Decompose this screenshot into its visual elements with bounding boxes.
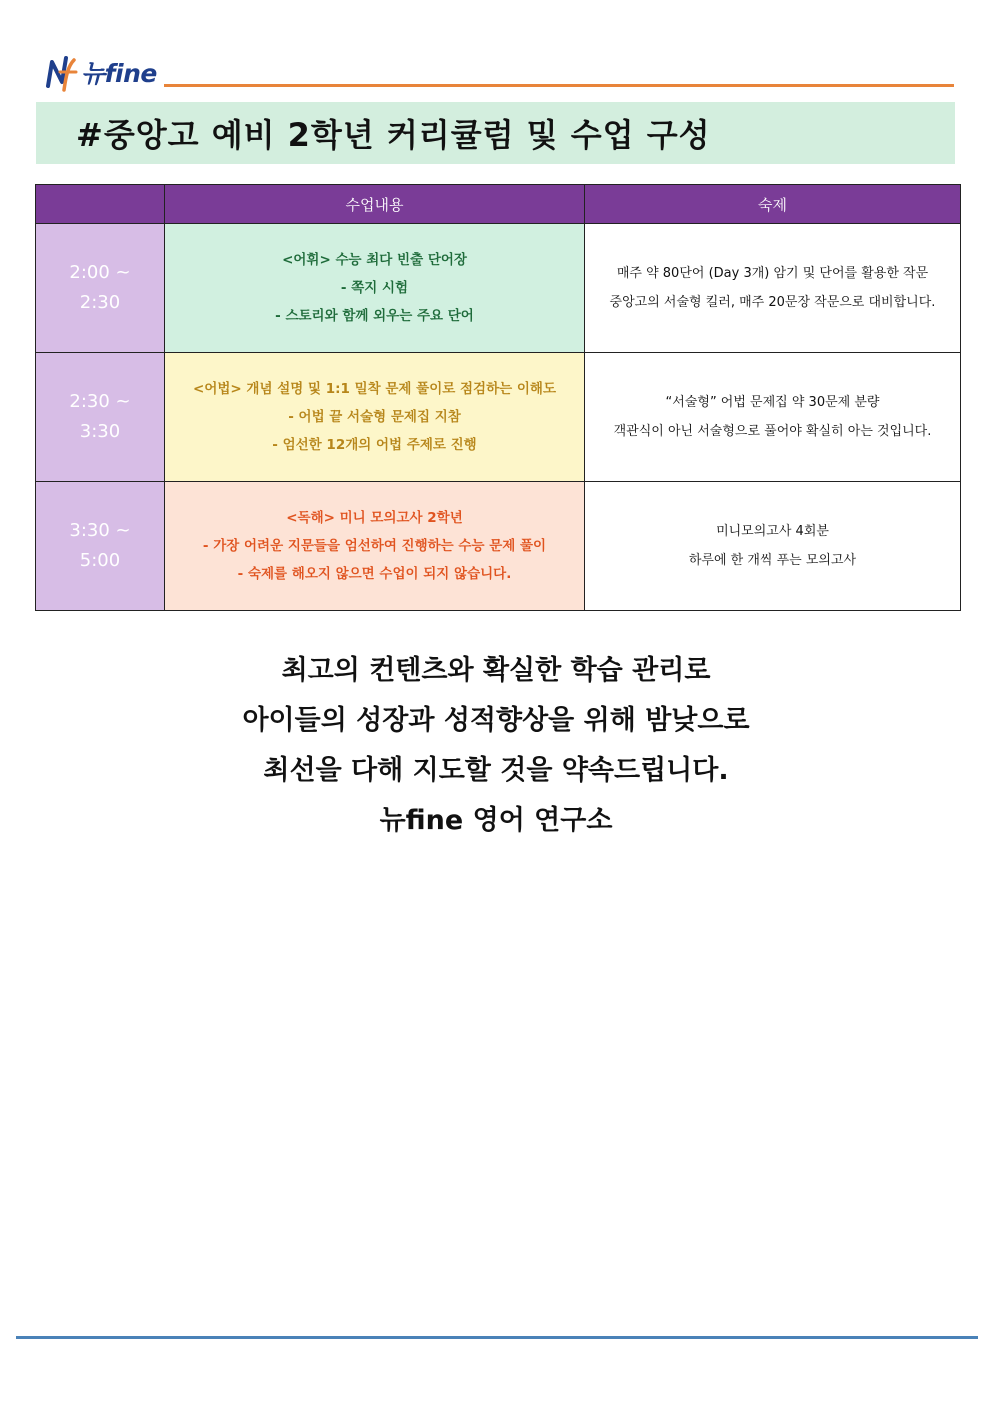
time-cell (36, 353, 165, 482)
content-line: - 스토리와 함께 외우는 주요 단어 (275, 308, 474, 324)
time-end: 2:30 (79, 292, 121, 313)
time-cell (36, 224, 165, 353)
content-line: - 숙제를 해오지 않으면 수업이 되지 않습니다. (237, 566, 512, 582)
homework-line: 객관식이 아닌 서술형으로 풀어야 확실히 아는 것입니다. (613, 424, 932, 439)
time-start: 3:30 ~ (69, 520, 131, 541)
table-row (36, 224, 961, 353)
logo-mark-icon (44, 52, 78, 92)
brand-logo (44, 52, 157, 92)
closing-line: 아이들의 성장과 성적향상을 위해 밤낮으로 (242, 705, 750, 736)
content-cell-vocab (165, 224, 585, 353)
page-header (44, 52, 956, 92)
homework-cell (585, 482, 961, 611)
content-line: - 가장 어려운 지문들을 엄선하여 진행하는 수능 문제 풀이 (202, 538, 547, 554)
table-header-row (36, 185, 961, 224)
content-title: <어휘> 수능 최다 빈출 단어장 (282, 252, 467, 268)
time-end: 5:00 (79, 550, 121, 571)
content-line: - 엄선한 12개의 어법 주제로 진행 (272, 437, 477, 453)
header-time (36, 185, 165, 224)
homework-cell (585, 224, 961, 353)
homework-cell (585, 353, 961, 482)
closing-line: 최고의 컨텐츠와 확실한 학습 관리로 (281, 655, 711, 686)
homework-line: 중앙고의 서술형 킬러, 매주 20문장 작문으로 대비합니다. (609, 295, 936, 310)
content-cell-grammar (165, 353, 585, 482)
closing-signature: 뉴fine 영어 연구소 (379, 805, 613, 836)
closing-line: 최선을 다해 지도할 것을 약속드립니다. (263, 755, 729, 786)
closing-message (0, 646, 992, 846)
header-divider (164, 84, 954, 87)
homework-line: 하루에 한 개씩 푸는 모의고사 (688, 553, 857, 568)
page-title: #중앙고 예비 2학년 커리큘럼 및 수업 구성 (76, 116, 711, 154)
content-title: <어법> 개념 설명 및 1:1 밀착 문제 풀이로 점검하는 이해도 (193, 381, 556, 397)
logo-text: 뉴fine (81, 59, 157, 88)
time-start: 2:30 ~ (69, 391, 131, 412)
content-cell-reading (165, 482, 585, 611)
header-homework: 숙제 (585, 185, 961, 224)
curriculum-table (35, 184, 961, 611)
header-content: 수업내용 (165, 185, 585, 224)
time-end: 3:30 (79, 421, 121, 442)
time-cell (36, 482, 165, 611)
footer-divider (16, 1336, 978, 1339)
table-row (36, 482, 961, 611)
content-title: <독해> 미니 모의고사 2학년 (286, 510, 463, 526)
time-start: 2:00 ~ (69, 262, 131, 283)
content-line: - 쪽지 시험 (340, 280, 409, 296)
homework-line: 미니모의고사 4회분 (716, 524, 829, 539)
table-row (36, 353, 961, 482)
title-band (36, 102, 955, 164)
content-line: - 어법 끝 서술형 문제집 지참 (288, 409, 461, 425)
homework-line: 매주 약 80단어 (Day 3개) 암기 및 단어를 활용한 작문 (616, 266, 929, 281)
homework-line: “서술형” 어법 문제집 약 30문제 분량 (665, 395, 880, 410)
